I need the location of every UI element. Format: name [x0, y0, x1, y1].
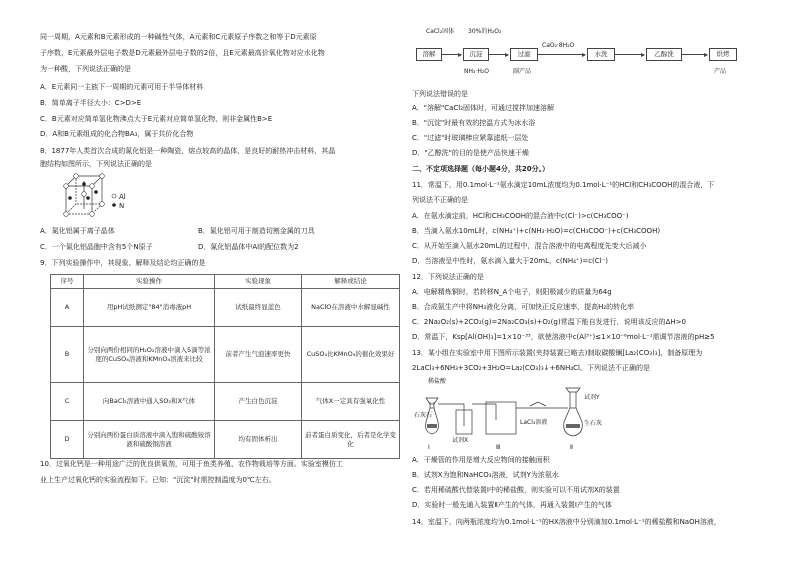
- q8-line-1: 8．1877年人类首次合成的氮化铝是一种陶瓷，熔点较高的晶体，是良好的耐热冲击材料，其晶: [40, 147, 336, 155]
- flow-arrow: [488, 54, 508, 55]
- table-cell: 分别向两份蛋白质溶液中滴入饱和硫酸铵溶液和硫酸铜溶液: [84, 421, 215, 459]
- label-lacl3: LaCl₃溶液: [520, 419, 548, 426]
- table-header: 实验现象: [215, 275, 302, 289]
- flow-arrow: [681, 54, 707, 55]
- q13-line-2: 2LaCl₃+6NH₃+3CO₂+3H₂O=La₂(CO₃)₃↓+6NH₄Cl。下列说法不正确的是: [412, 364, 650, 372]
- q12-option-d: D．常温下，Ksp[Al(OH)₃]=1×10⁻³³，欲使溶液中c(Al³⁺)≤1×10⁻⁶mol·L⁻¹需调节溶液的pH≥5: [412, 333, 715, 341]
- q11-option-c: C．从开始至滴入氨水20mL的过程中，混合溶液中的电离程度先变大后减小: [412, 242, 647, 250]
- section-2-heading: 二、不定项选择题（每小题4分，共20分。）: [412, 165, 550, 173]
- q8-option-b: B．氮化铝可用于制造切割金属的刀具: [198, 227, 315, 235]
- q10-line-2: 业上生产过氧化钙的实验流程如下。已知："沉淀"时需控制温度为0℃左右。: [40, 476, 276, 484]
- q11-line-2: 列说法不正确的是: [412, 196, 468, 204]
- q9-line: 9．下列实验操作中，其现象、解释及结论均正确的是: [40, 259, 206, 267]
- table-header-row: [51, 275, 400, 289]
- label-device-2: Ⅱ: [570, 444, 573, 451]
- flow-label-h2o2: 30%的H₂O₂: [468, 28, 502, 35]
- q11-option-b: B．当滴入氨水10mL时，c(NH₄⁺)+c(NH₃·H₂O)=c(CH₃COO⁻)+c(CH₃COOH): [412, 227, 661, 235]
- table-header: 解释或结论: [302, 275, 400, 289]
- q7-option-d: D．A和B元素组成的化合物BA₃，属于共价化合物: [40, 130, 194, 138]
- flow-arrow: [441, 54, 461, 55]
- q8-option-d: D．氮化铝晶体中Al的配位数为2: [198, 243, 299, 251]
- table-cell: C: [51, 383, 84, 421]
- table-row: [51, 327, 400, 383]
- flow-box-filter: 过滤: [510, 48, 538, 61]
- legend-n: N: [119, 202, 125, 210]
- apparatus-figure: [420, 378, 650, 442]
- table-cell: NaClO在溶液中水解显碱性: [302, 289, 400, 327]
- table-header: 序号: [51, 275, 84, 289]
- table-cell: 产生白色沉淀: [215, 383, 302, 421]
- q14-line: 14．室温下，向两瓶浓度均为0.1mol·L⁻¹的HX溶液中分别滴加0.1mol·L⁻¹的稀盐酸和NaOH溶液，: [412, 518, 721, 526]
- q7-option-b: B．简单离子半径大小：C>D>E: [40, 99, 142, 107]
- flow-box-ethanol-wash: 乙醇洗: [646, 48, 682, 61]
- table-row: [51, 289, 400, 327]
- flow-box-precipitate: 沉淀: [463, 48, 489, 61]
- table-cell: 用pH试纸测定"84"消毒液pH: [84, 289, 215, 327]
- label-limestone: 石灰石: [414, 412, 433, 419]
- q7-line-1: 同一周期，A元素和B元素形成的一种碱性气体，A元素和C元素原子序数之和等于D元素原: [40, 33, 317, 41]
- q8-option-a: A．氮化铝属于离子晶体: [40, 227, 115, 235]
- q12-line: 12．下列说法正确的是: [412, 273, 484, 281]
- table-cell: 均有固体析出: [215, 421, 302, 459]
- q8-option-c: C．一个氮化铝晶胞中含有5个N原子: [40, 243, 153, 251]
- flow-label-byproduct: 副产品: [513, 68, 532, 75]
- table-cell: 向BaCl₂溶液中通入SO₂和X气体: [84, 383, 215, 421]
- q7-option-c: C．B元素对应简单氢化物沸点大于E元素对应简单氢化物，则非金属性B>E: [40, 115, 273, 123]
- q7-option-a: A．E元素同一主族下一周期的元素可用于半导体材料: [40, 83, 204, 91]
- flow-arrow: [537, 54, 585, 55]
- label-device-3: Ⅲ: [496, 444, 501, 451]
- q13-option-b: B．试剂X为饱和NaHCO₃溶液，试剂Y为浓氨水: [412, 471, 559, 479]
- q8-line-2: 胞结构如图所示，下列说法正确的是: [40, 160, 152, 168]
- q13-line-1: 13．某小组在实验室中用下图所示装置(夹持装置已略去)制取碳酸镧[La₂(CO₃)₃]，制备原理为: [412, 349, 703, 357]
- flow-label-product: 产品: [714, 68, 727, 75]
- table-cell: A: [51, 289, 84, 327]
- q12-option-a: A．电解精炼铜时，若转移N_A个电子，则阳极减少的质量为64g: [412, 288, 612, 296]
- flow-arrow: [614, 54, 644, 55]
- table-cell: 分别向两份相同的H₂O₂溶液中滴入5滴等浓度的CuSO₄溶液和KMnO₄溶液来比较: [84, 327, 215, 383]
- q10-option-c: C．"过滤"时玻璃棒应紧靠滤纸一层处: [412, 134, 529, 142]
- table-row: [51, 421, 400, 459]
- q12-option-b: B．合成氨生产中将NH₃液化分离，可加快正反应速率，提高H₂的转化率: [412, 303, 635, 311]
- q11-line-1: 11．常温下，用0.1mol·L⁻¹氨水滴定10mL浓度均为0.1mol·L⁻¹的HCl和CH₃COOH的混合液，下: [412, 181, 715, 189]
- flow-box-dissolve: 溶解: [416, 48, 442, 61]
- table-header: 实验操作: [84, 275, 215, 289]
- q11-option-d: D．当溶液呈中性时，氨水滴入量大于20mL，c(NH₄⁺)=c(Cl⁻): [412, 257, 609, 265]
- q10-stem: 下列说法错误的是: [412, 90, 468, 98]
- table-cell: CuSO₄比KMnO₄的催化效果好: [302, 327, 400, 383]
- process-flow-diagram: [412, 28, 782, 84]
- table-cell: 试纸最终显蓝色: [215, 289, 302, 327]
- crystal-cell-figure: [58, 172, 128, 220]
- experiment-table: [50, 274, 400, 459]
- q10-option-d: D．"乙醇洗"的目的是使产品快速干燥: [412, 149, 529, 157]
- label-reagent-x: 试剂X: [452, 437, 469, 444]
- label-reagent-y: 试剂Y: [584, 394, 600, 401]
- table-cell: 前者产生气泡速率更快: [215, 327, 302, 383]
- q13-option-d: D．实验时一般先通入装置Ⅱ产生的气体，再通入装置Ⅰ产生的气体: [412, 501, 612, 509]
- label-quicklime: 生石灰: [584, 420, 603, 427]
- q13-option-a: A．干燥管的作用是增大反应物间的接触面积: [412, 456, 550, 464]
- q10-option-b: B．"沉淀"时最有效的控温方式为冰水浴: [412, 119, 536, 127]
- table-cell: B: [51, 327, 84, 383]
- flow-label-nh3: NH₃·H₂O: [464, 68, 489, 75]
- label-dilute-hcl: 稀盐酸: [428, 378, 447, 385]
- q10-option-a: A．"溶解"CaCl₂固体时，可通过搅拌加速溶解: [412, 104, 555, 112]
- label-device-1: Ⅰ: [428, 444, 430, 451]
- table-cell: 气体X一定具有强氧化性: [302, 383, 400, 421]
- flow-box-water-wash: 水洗: [587, 48, 615, 61]
- q12-option-c: C．2Na₂O₂(s)+2CO₂(g)=2Na₂CO₃(s)+O₂(g)常温下能自发进行，说明该反应的ΔH>0: [412, 318, 686, 326]
- flow-label-cao2: CaO₂·8H₂O: [542, 42, 575, 49]
- table-row: [51, 383, 400, 421]
- table-cell: D: [51, 421, 84, 459]
- q7-line-3: 为一种酸，下列说法正确的是: [40, 65, 131, 73]
- q10-line-1: 10．过氧化钙是一种用途广泛的优良供氧剂，可用于鱼类养殖、农作物栽培等方面。实验室模仿工: [40, 460, 343, 468]
- legend-al: Al: [119, 193, 126, 201]
- q13-option-c: C．若用稀硫酸代替装置Ⅰ中的稀盐酸，则实验可以不用试剂X的装置: [412, 486, 620, 494]
- flow-box-bake: 烘烤: [709, 48, 737, 61]
- q7-line-2: 子序数，E元素最外层电子数是D元素最外层电子数的2倍，且E元素最高价氧化物对应水化物: [40, 49, 325, 57]
- q11-option-a: A．在氨水滴定前，HCl和CH₃COOH的混合液中c(Cl⁻)>c(CH₃COO⁻): [412, 212, 629, 220]
- flow-label-cacl2: CaCl₂固体: [426, 28, 455, 35]
- table-cell: 前者蛋白质变化，后者是化学变化: [302, 421, 400, 459]
